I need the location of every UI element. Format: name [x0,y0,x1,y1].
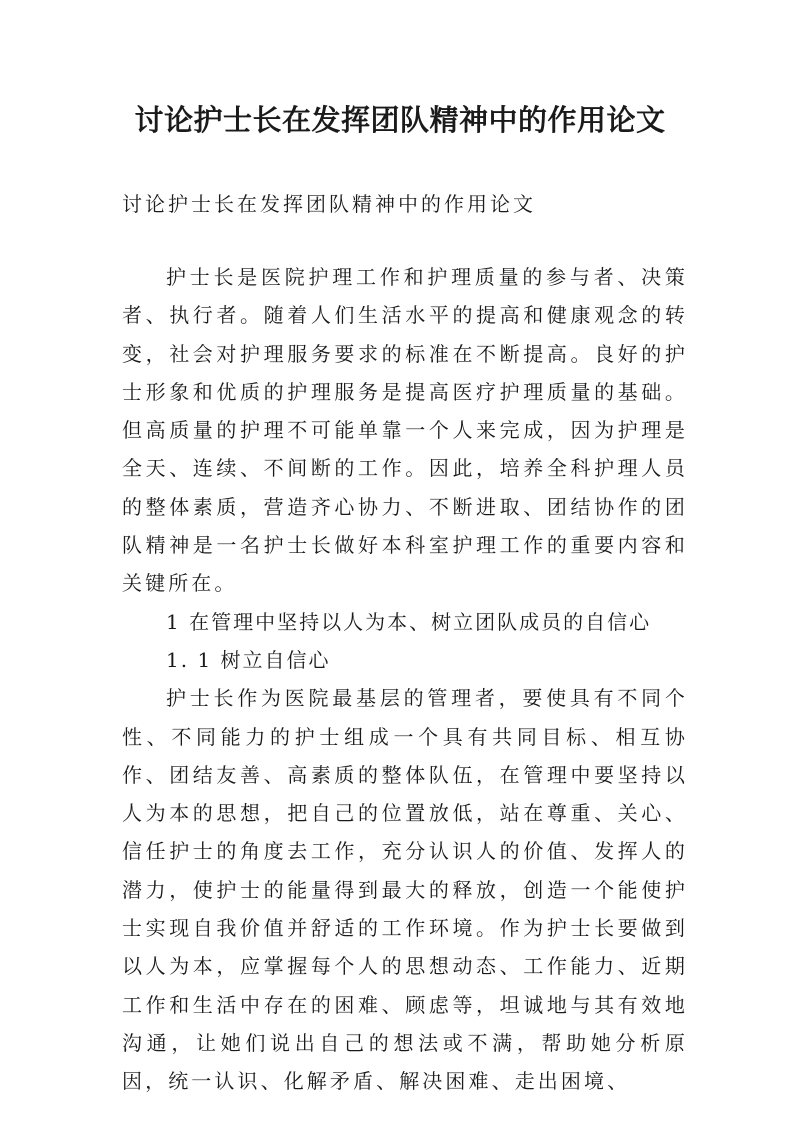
document-body [122,258,688,1101]
paragraph-confidence: 护士长作为医院最基层的管理者，要使具有不同个性、不同能力的护士组成一个具有共同目标、相互协作、团结友善、高素质的整体队伍，在管理中要坚持以人为本的思想，把自己的位置放低，站在尊重、关心、信任护士的角度去工作，充分认识人的价值、发挥人的潜力，使护士的能量得到最大的释放，创造一个能使护士实现自我价值并舒适的工作环境。作为护士长要做到以人为本，应掌握每个人的思想动态、工作能力、近期工作和生活中存在的困难、顾虑等，坦诚地与其有效地沟通，让她们说出自己的想法或不满，帮助她分析原因，统一认识、化解矛盾、解决困难、走出困境、 [122,686,688,1094]
document-title: 讨论护士长在发挥团队精神中的作用论文 [134,103,666,137]
subsection-heading: 1. 1 树立自信心 [166,647,331,672]
document-subtitle: 讨论护士长在发挥团队精神中的作用论文 [122,192,536,216]
section-heading: 1 在管理中坚持以人为本、树立团队成员的自信心 [166,609,652,634]
paragraph-intro: 护士长是医院护理工作和护理质量的参与者、决策者、执行者。随着人们生活水平的提高和健康观念的转变，社会对护理服务要求的标准在不断提高。良好的护士形象和优质的护理服务是提高医疗护理质量的基础。但高质量的护理不可能单靠一个人来完成，因为护理是全天、连续、不间断的工作。因此，培养全科护理人员的整体素质，营造齐心协力、不断进取、团结协作的团队精神是一名护士长做好本科室护理工作的重要内容和关键所在。 [122,265,688,596]
